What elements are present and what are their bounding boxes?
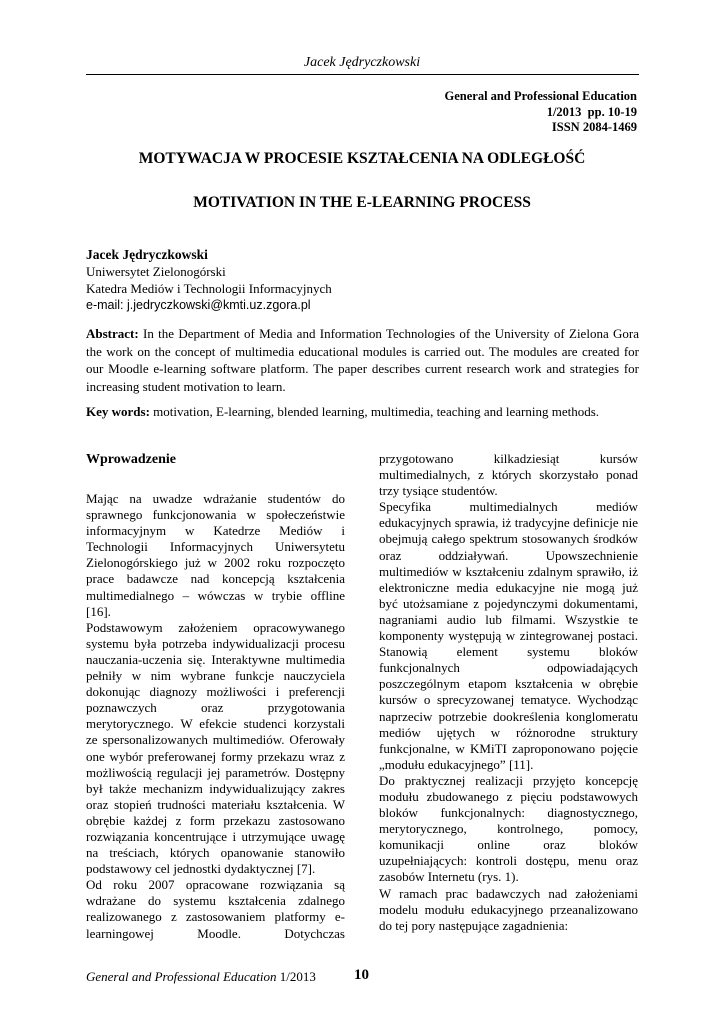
running-header-author: Jacek Jędryczkowski	[303, 55, 421, 70]
header-divider	[86, 74, 639, 75]
author-name: Jacek Jędryczkowski	[86, 247, 208, 262]
right-column	[379, 451, 638, 934]
left-column	[86, 451, 345, 942]
page-number: 10	[354, 967, 369, 983]
keywords-text: motivation, E-learning, blended learning, multimedia, teaching and learning methods.	[153, 404, 600, 419]
right-paragraph-4: W ramach prac badawczych nad założeniami modelu modułu edukacyjnego przeanalizowano do tej pory następujące zagadnienia:	[379, 885, 638, 933]
journal-name: General and Professional Education	[444, 89, 637, 103]
footer-journal	[86, 969, 316, 985]
journal-info	[445, 89, 638, 136]
abstract	[86, 325, 639, 395]
title-polish: MOTYWACJA W PROCESIE KSZTAŁCENIA NA ODLEGŁOŚĆ	[138, 150, 586, 167]
left-paragraph-3: Od roku 2007 opracowane rozwiązania są wdrażane do systemu kształcenia zdalnego realizowanego z zastosowaniem platformy e-learningowej Moodle. Dotychczas	[86, 877, 345, 941]
right-paragraph-2: Specyfika multimedialnych mediów edukacyjnych sprawia, iż tradycyjne definicje nie obejmują całego spektrum stosowanych środków oraz oddziaływań. Upowszechnienie multimediów w kształceniu zdalnym sprawiło, iż elektroniczne media edukacyjne nie mogą już być utożsamiane z pojedynczymi dokumentami, nagraniami audio lub filmami. Wszystkie te komponenty występują w zintegrowanej postaci. Stanowią element systemu bloków funkcjonalnych odpowiadających poszczególnym etapom kształcenia w obrębie kursów o sprecyzowanej tematyce. Wychodząc naprzeciw potrzebie dookreślenia konglomeratu mediów ujętych w różnorodne struktury funkcjonalne, w KMiTI zaproponowano pojęcie „modułu edukacyjnego” [11].	[379, 499, 638, 772]
left-paragraph-2: Podstawowym założeniem opracowywanego systemu była potrzeba indywidualizacji procesu nauczania-uczenia się. Interaktywne multimedia pełniły w nim wybrane funkcje nauczyciela dokonując diagnozy możliwości i preferencji poznawczych oraz przygotowania merytorycznego. W efekcie studenci korzystali ze spersonalizowanych multimediów. Oferowały one wybór preferowanej formy przekazu wraz z możliwością regulacji jej parametrów. Dostępny był także mechanizm indywidualizujący zakres oraz stopień trudności materiału kształcenia. W obrębie każdej z form przekazu zastosowano rozwiązania koncentrujące i utrzymujące uwagę na treściach, których opanowanie stanowiło podstawowy cel jednostki dydaktycznej [7].	[86, 619, 345, 877]
left-paragraph-1: Mając na uwadze wdrażanie studentów do sprawnego funkcjonowania w społeczeństwie informacyjnym w Katedrze Mediów i Technologii Informacyjnych Uniwersytetu Zielonogórskiego już w 2002 roku rozpoczęto prace badawcze nad koncepcją kształcenia multimedialnego – wówczas w trybie offline [16].	[86, 491, 345, 619]
title-english: MOTIVATION IN THE E-LEARNING PROCESS	[193, 194, 531, 211]
journal-issn: ISSN 2084-1469	[551, 120, 637, 134]
journal-issue: 1/2013 pp. 10-19	[546, 104, 637, 119]
author-block	[86, 246, 332, 314]
author-affiliation-department: Katedra Mediów i Technologii Informacyjnych	[86, 281, 332, 296]
author-email: e-mail: j.jedryczkowski@kmti.uz.zgora.pl	[86, 298, 311, 312]
right-paragraph-3: Do praktycznej realizacji przyjęto koncepcję modułu zbudowanego z pięciu podstawowych bloków funkcjonalnych: diagnostycznego, merytorycznego, kontrolnego, pomocy, komunikacji online oraz bloków uzupełniających: kontroli dostępu, menu oraz zasobów Internetu (rys. 1).	[379, 772, 638, 885]
footer-journal-name: General and Professional Education	[86, 969, 277, 984]
keywords	[86, 403, 639, 420]
abstract-text: In the Department of Media and Information Technologies of the University of Zielona Gora the work on the concept of multimedia educational modules is carried out. The modules are created for our Moodle e-learning software platform. The paper describes current research work and strategies for increasing student motivation to learn.	[86, 326, 640, 394]
right-paragraph-1: przygotowano kilkadziesiąt kursów multimedialnych, z których skorzystało ponad trzy tysiące studentów.	[379, 451, 638, 499]
abstract-label: Abstract:	[86, 326, 139, 341]
author-affiliation-university: Uniwersytet Zielonogórski	[86, 264, 226, 279]
footer-issue: 1/2013	[279, 969, 316, 984]
section-heading: Wprowadzenie	[86, 452, 176, 467]
keywords-label: Key words:	[86, 404, 150, 419]
